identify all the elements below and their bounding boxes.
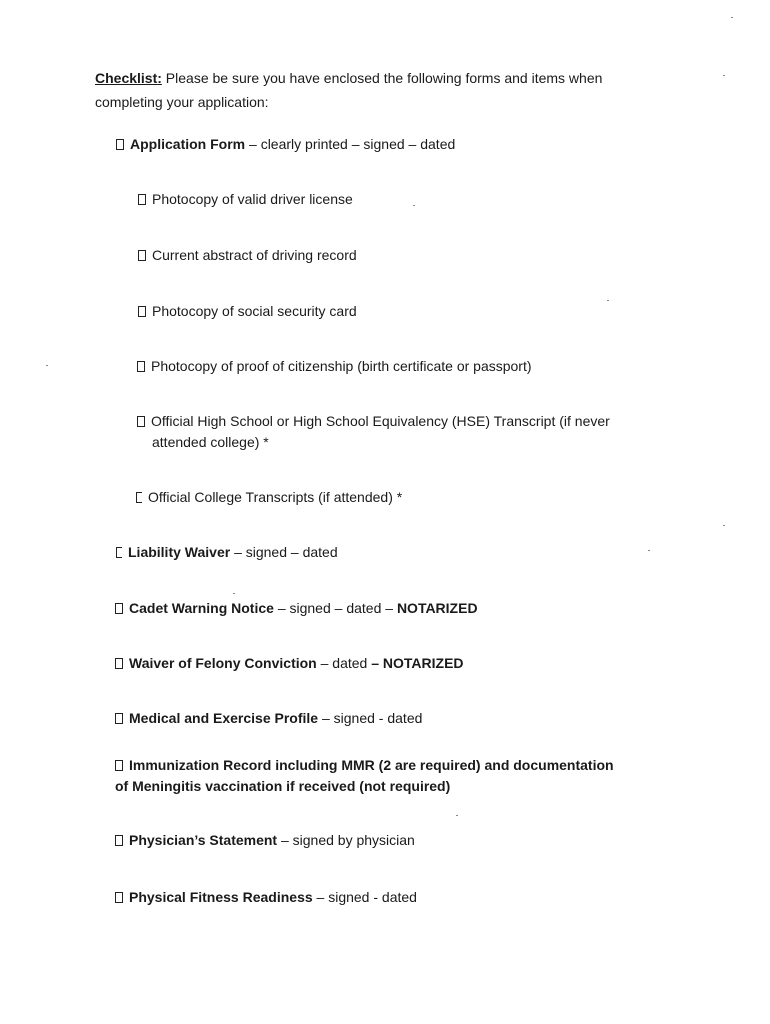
checklist-item-high-school-transcript <box>137 411 610 431</box>
checklist-item-liability-waiver <box>116 542 338 562</box>
checklist-item-citizenship <box>137 356 532 376</box>
item-detail: Official High School or High School Equivalency (HSE) Transcript (if never <box>151 413 610 429</box>
item-detail: – signed - dated <box>312 889 417 905</box>
scan-speck <box>723 75 725 76</box>
scan-speck <box>648 550 650 551</box>
item-detail: Photocopy of social security card <box>152 303 357 319</box>
checkbox-icon[interactable] <box>138 250 146 261</box>
checklist-item-high-school-transcript-cont <box>152 432 269 452</box>
checklist-item-driving-record <box>138 245 357 265</box>
checklist-item-immunization-cont <box>115 776 450 796</box>
checklist-colon: : <box>157 70 162 86</box>
scan-speck <box>723 525 725 526</box>
checklist-intro-line1 <box>95 68 602 88</box>
checklist-intro-text: Please be sure you have enclosed the following forms and items when <box>161 70 603 86</box>
checkbox-icon[interactable] <box>115 760 123 771</box>
checklist-item-driver-license <box>138 189 353 209</box>
item-detail: Photocopy of proof of citizenship (birth certificate or passport) <box>151 358 532 374</box>
checkbox-icon[interactable] <box>115 658 123 669</box>
item-detail: – dated <box>316 655 372 671</box>
checklist-item-application-form <box>116 134 455 154</box>
checkbox-icon[interactable] <box>136 492 142 503</box>
item-title: Waiver of Felony Conviction <box>129 655 317 671</box>
checklist-item-college-transcripts <box>136 487 402 507</box>
item-title-2: of Meningitis vaccination if received (not required) <box>115 778 451 794</box>
checkbox-icon[interactable] <box>115 892 123 903</box>
item-title: Application Form <box>130 136 246 152</box>
checkbox-icon[interactable] <box>138 194 146 205</box>
checklist-intro-line2 <box>95 92 269 112</box>
item-notarized: NOTARIZED <box>396 600 478 616</box>
checkbox-icon[interactable] <box>115 713 123 724</box>
checklist-item-medical-profile <box>115 708 422 728</box>
item-detail: – signed – dated – <box>273 600 397 616</box>
item-detail-2: attended college) * <box>152 434 269 450</box>
scan-speck <box>607 300 609 301</box>
item-detail: – signed by physician <box>277 832 415 848</box>
checkbox-icon[interactable] <box>115 835 123 846</box>
checklist-intro-text-2: completing your application: <box>95 94 269 110</box>
item-title: Medical and Exercise Profile <box>129 710 319 726</box>
checklist-label: Checklist <box>95 70 158 86</box>
checklist-item-fitness-readiness <box>115 887 417 907</box>
item-detail: Official College Transcripts (if attended) * <box>148 489 403 505</box>
scan-speck <box>233 593 235 594</box>
item-notarized: – NOTARIZED <box>371 655 464 671</box>
checklist-item-social-security <box>138 301 357 321</box>
checkbox-icon[interactable] <box>115 603 123 614</box>
checkbox-icon[interactable] <box>116 547 122 558</box>
checkbox-icon[interactable] <box>137 361 145 372</box>
item-title: Physician’s Statement <box>129 832 278 848</box>
scan-speck <box>46 365 48 366</box>
checkbox-icon[interactable] <box>138 306 146 317</box>
item-detail: – signed – dated <box>230 544 338 560</box>
item-detail: Current abstract of driving record <box>152 247 357 263</box>
item-detail: – signed - dated <box>318 710 423 726</box>
checklist-item-felony-waiver <box>115 653 464 673</box>
checkbox-icon[interactable] <box>116 139 124 150</box>
item-title: Liability Waiver <box>128 544 231 560</box>
checklist-item-physician-statement <box>115 830 415 850</box>
item-title: Immunization Record including MMR (2 are required) and documentation <box>129 757 614 773</box>
scan-speck <box>413 205 415 206</box>
item-detail: Photocopy of valid driver license <box>152 191 353 207</box>
item-detail: – clearly printed – signed – dated <box>245 136 456 152</box>
scan-speck <box>731 17 733 18</box>
checkbox-icon[interactable] <box>137 416 145 427</box>
item-title: Physical Fitness Readiness <box>129 889 313 905</box>
checklist-item-cadet-warning <box>115 598 478 618</box>
checklist-item-immunization <box>115 755 614 775</box>
scan-speck <box>456 815 458 816</box>
item-title: Cadet Warning Notice <box>129 600 274 616</box>
